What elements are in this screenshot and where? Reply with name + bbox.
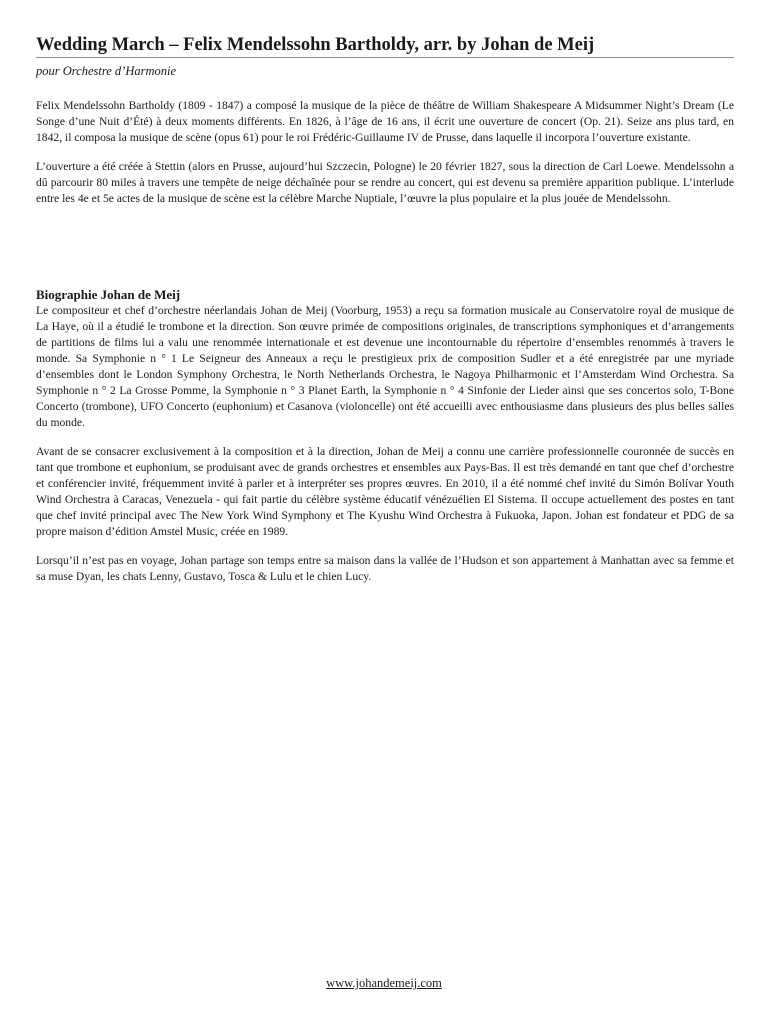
document-subtitle: pour Orchestre d’Harmonie xyxy=(36,64,177,78)
intro-paragraph-1: Felix Mendelssohn Bartholdy (1809 - 1847) a composé la musique de la pièce de théâtre de William Shakespeare A Midsummer Night’s Dream (Le Songe d’une Nuit d’Été) à deux moments différents. En 1826, à l’âge de 16 ans, il écrit une ouverture de concert (Op. 21). Seize ans plus tard, en 1842, il composa la musique de scène (opus 61) pour le roi Frédéric-Guillaume IV de Prusse, dans laquelle il incorpora l’ouverture existante. xyxy=(36,99,734,144)
bio-paragraph-1: Le compositeur et chef d’orchestre néerlandais Johan de Meij (Voorburg, 1953) a reçu sa formation musicale au Conservatoire royal de musique de La Haye, où il a étudié le trombone et la direction. Son œuvre primée de compositions originales, de transcriptions symphoniques et d’arrangements de partitions de films lui a valu une renommée internationale et est devenue une incontournable du répertoire d’ensembles renommés à travers le monde. Sa Symphonie n ° 1 Le Seigneur des Anneaux a reçu le prestigieux prix de composition Sudler et a été enregistrée par une myriade d’ensembles dont le London Symphony Orchestra, le North Netherlands Orchestra, le Nagoya Philharmonic et l’Amsterdam Wind Orchestra. Sa Symphonie n ° 2 La Grosse Pomme, la Symphonie n ° 3 Planet Earth, la Symphonie n ° 4 Sinfonie der Lieder ainsi que ses concertos solo, T-Bone Concerto (trombone), UFO Concerto (euphonium) et Casanova (violoncelle) ont été accueilli avec enthousiasme dans plusieurs des plus belles salles du monde. xyxy=(36,304,734,429)
website-link[interactable]: www.johandemeij.com xyxy=(326,976,442,990)
page-footer xyxy=(0,975,768,991)
bio-heading: Biographie Johan de Meij xyxy=(36,287,181,302)
bio-paragraph-2: Avant de se consacrer exclusivement à la composition et à la direction, Johan de Meij a connu une carrière professionnelle couronnée de succès en tant que trombone et euphonium, se produisant avec de grands orchestres et ensembles aux Pays-Bas. Il est très demandé en tant que chef d’orchestre et conférencier invité, fréquemment invité à parler et à interpréter ses propres œuvres. En 2010, il a été nommé chef invité du Simón Bolívar Youth Wind Orchestra à Caracas, Venezuela - qui fait partie du célèbre système éducatif vénézuélien El Sistema. Il occupe actuellement des postes en tant que chef invité principal avec The New York Wind Symphony et The Kyushu Wind Orchestra à Fukuoka, Japon. Johan est fondateur et PDG de sa propre maison d’édition Amstel Music, créée en 1989. xyxy=(36,445,734,538)
document-title: Wedding March – Felix Mendelssohn Bartholdy, arr. by Johan de Meij xyxy=(36,34,734,58)
document-page xyxy=(36,34,734,585)
intro-paragraph-2: L’ouverture a été créée à Stettin (alors en Prusse, aujourd’hui Szczecin, Pologne) le 20 février 1827, sous la direction de Carl Loewe. Mendelssohn a dû parcourir 80 miles à travers une tempête de neige déchaînée pour se rendre au concert, qui est devenu sa première apparition publique. L’interlude entre les 4e et 5e actes de la musique de scène est la célèbre Marche Nuptiale, l’œuvre la plus populaire et la plus jouée de Mendelssohn. xyxy=(36,160,734,205)
bio-paragraph-3: Lorsqu’il n’est pas en voyage, Johan partage son temps entre sa maison dans la vallée de l’Hudson et son appartement à Manhattan avec sa femme et sa muse Dyan, les chats Lenny, Gustavo, Tosca & Lulu et le chien Lucy. xyxy=(36,554,734,583)
